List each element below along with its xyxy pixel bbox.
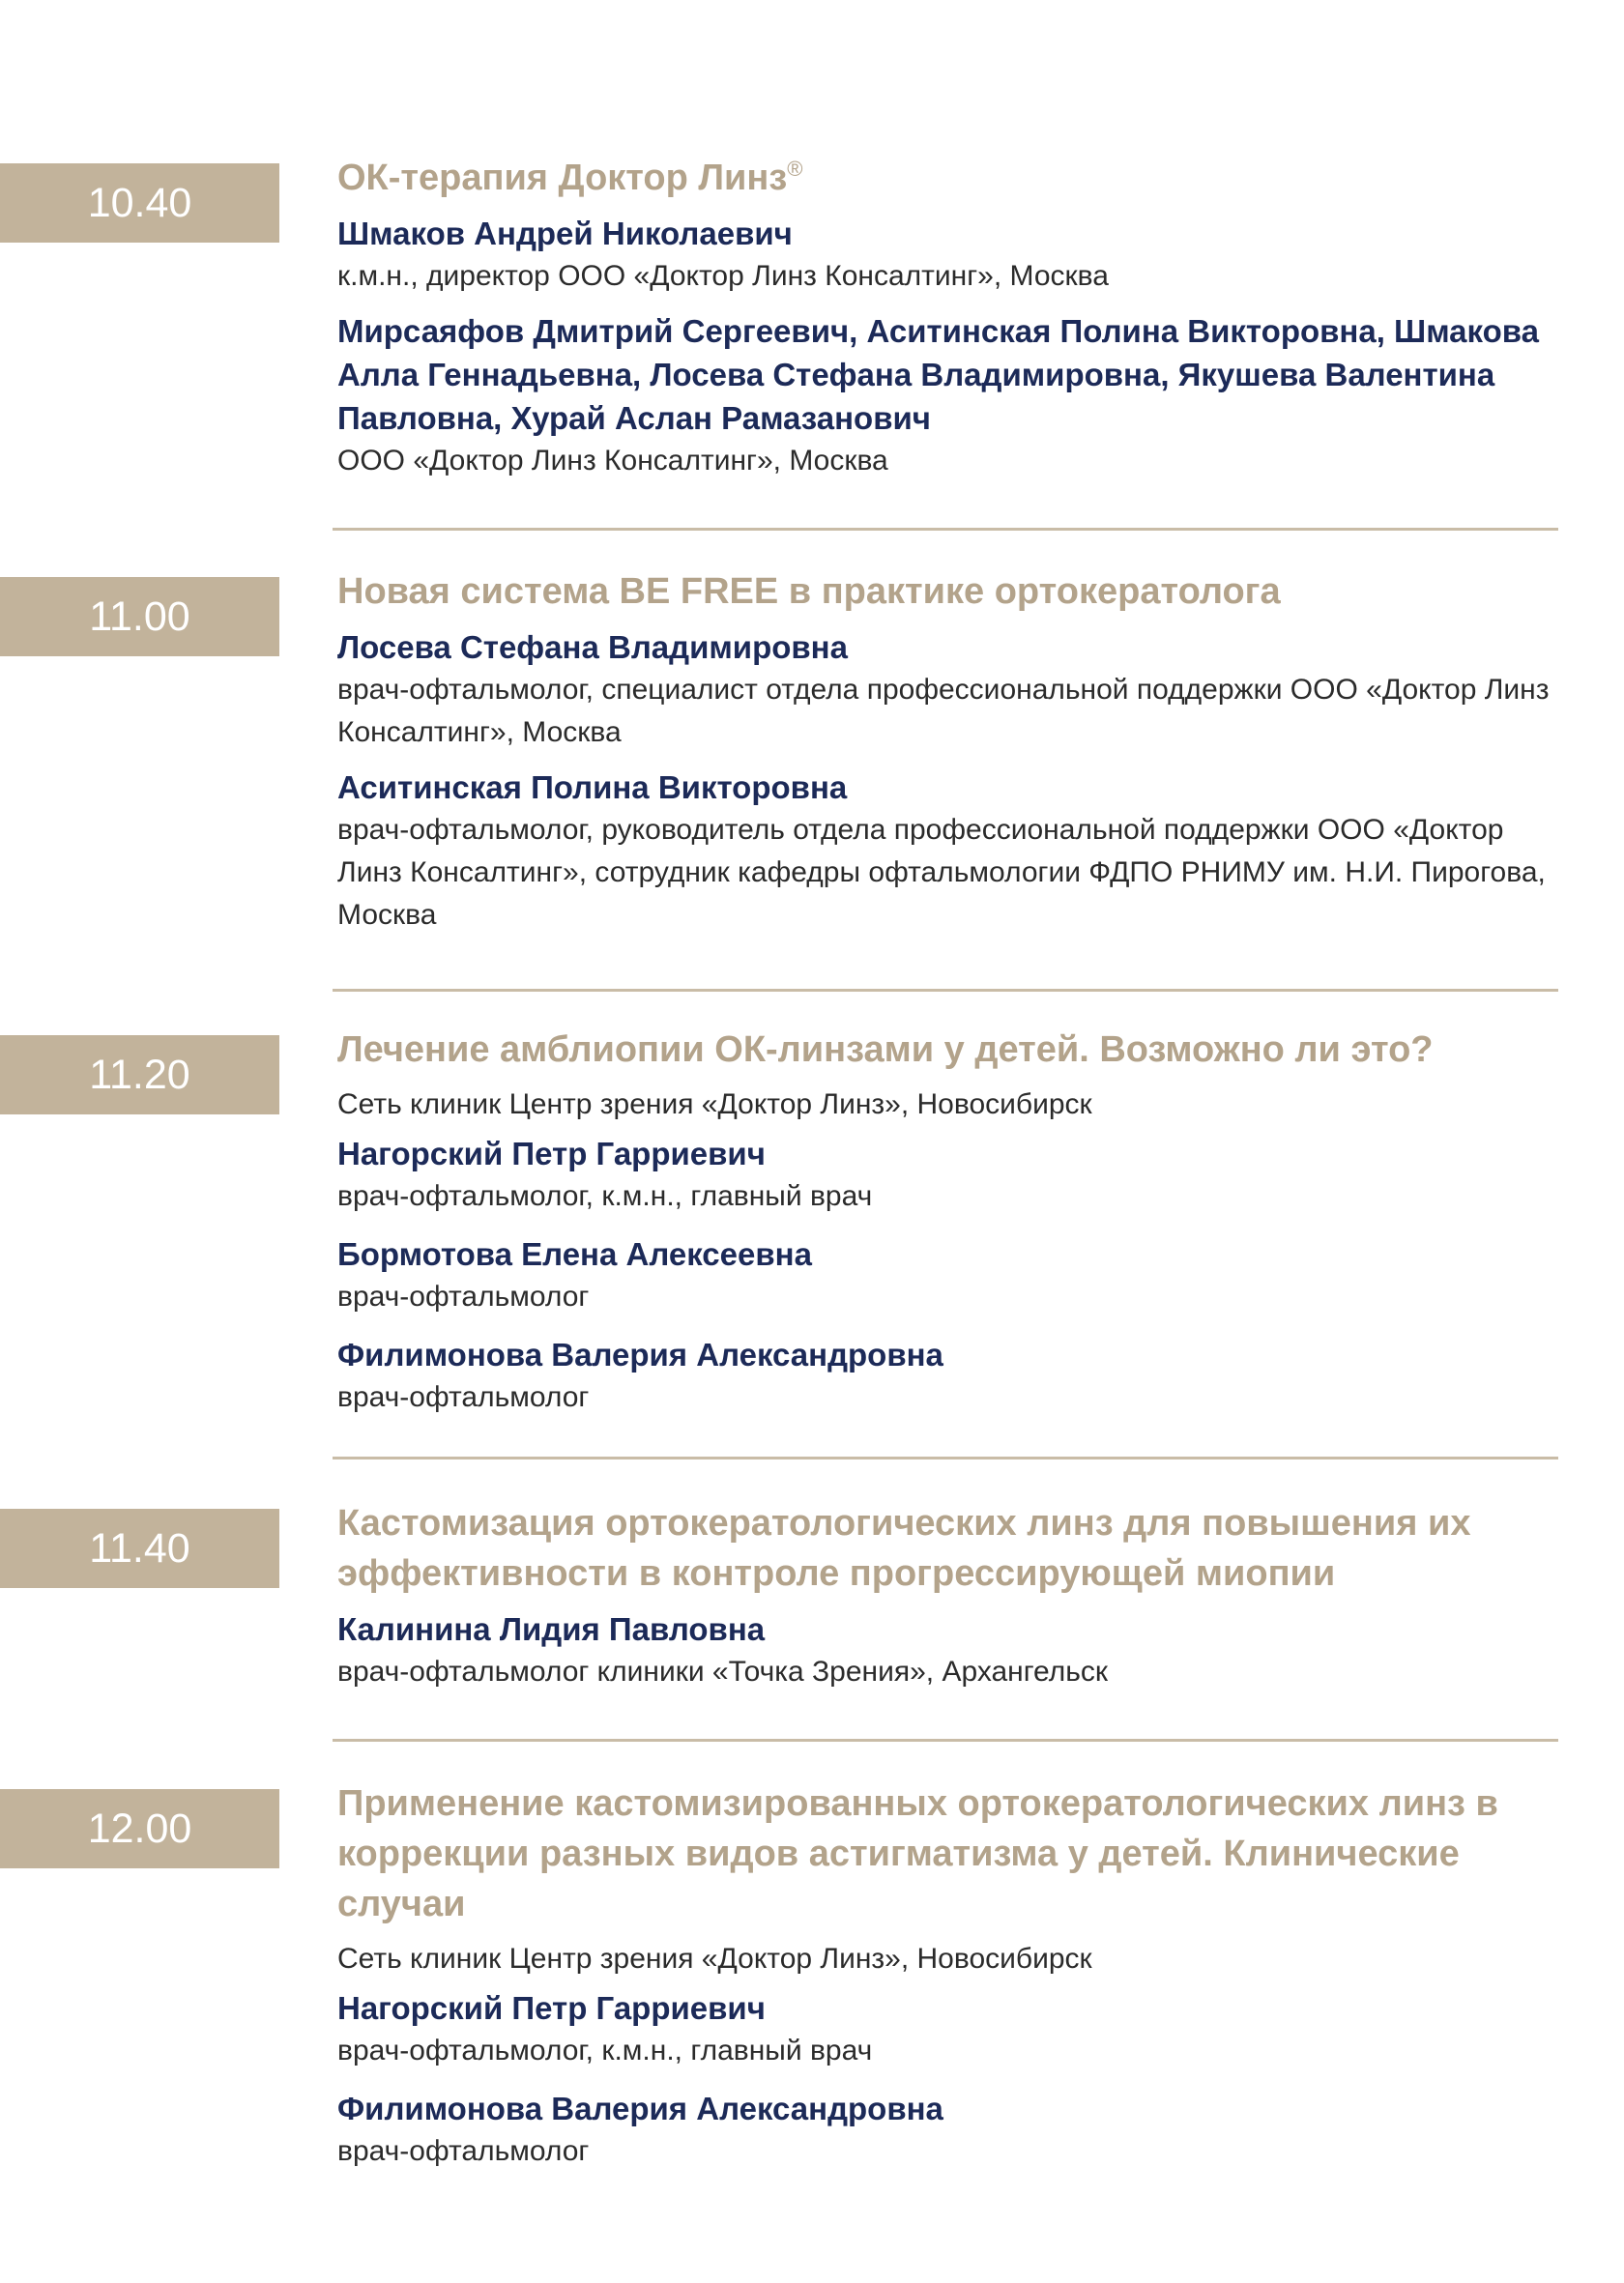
speaker-name: Лосева Стефана Владимировна <box>337 629 848 665</box>
time-badge: 10.40 <box>0 163 279 243</box>
speaker-name: Филимонова Валерия Александровна <box>337 1337 943 1373</box>
speaker-affiliation: врач-офтальмолог, к.м.н., главный врач <box>337 2035 873 2066</box>
time-badge: 11.20 <box>0 1035 279 1114</box>
speaker-affiliation: врач-офтальмолог, специалист отдела профессиональной поддержки ООО «Доктор Линз Консалтинг», Москва <box>337 674 1550 748</box>
speaker-name: Нагорский Петр Гарриевич <box>337 1136 766 1171</box>
organization: Сеть клиник Центр зрения «Доктор Линз», Новосибирск <box>337 1088 1092 1120</box>
session-title <box>337 153 1565 203</box>
speaker-affiliation: врач-офтальмолог, к.м.н., главный врач <box>337 1180 873 1212</box>
speaker-affiliation: врач-офтальмолог <box>337 1381 590 1413</box>
session-title: Применение кастомизированных ортокератологических линз в коррекции разных видов астигматизма у детей. Клинические случаи <box>337 1783 1498 1924</box>
divider <box>333 1457 1558 1459</box>
time-badge: 11.00 <box>0 577 279 656</box>
speaker-affiliation: врач-офтальмолог <box>337 2135 590 2167</box>
speaker-name: Нагорский Петр Гарриевич <box>337 1990 766 2026</box>
time-badge: 11.40 <box>0 1509 279 1588</box>
divider <box>333 1739 1558 1742</box>
divider <box>333 528 1558 531</box>
time-badge: 12.00 <box>0 1789 279 1868</box>
speaker-affiliation: к.м.н., директор ООО «Доктор Линз Консалтинг», Москва <box>337 260 1109 292</box>
speaker-affiliation: ООО «Доктор Линз Консалтинг», Москва <box>337 445 888 477</box>
session-title: Лечение амблиопии ОК-линзами у детей. Возможно ли это? <box>337 1029 1434 1070</box>
divider <box>333 989 1558 992</box>
speaker-name: Мирсаяфов Дмитрий Сергеевич, Аситинская Полина Викторовна, Шмакова Алла Геннадьевна, Лосева Стефана Владимировна, Якушева Валентина Павловна, Хурай Аслан Рамазанович <box>337 313 1539 436</box>
speaker-name: Аситинская Полина Викторовна <box>337 769 848 805</box>
speaker-name: Бормотова Елена Алексеевна <box>337 1236 812 1272</box>
speaker-affiliation: врач-офтальмолог, руководитель отдела профессиональной поддержки ООО «Доктор Линз Консалтинг», сотрудник кафедры офтальмологии ФДПО РНИМУ им. Н.И. Пирогова, Москва <box>337 814 1546 931</box>
speaker-affiliation: врач-офтальмолог <box>337 1281 590 1313</box>
organization: Сеть клиник Центр зрения «Доктор Линз», Новосибирск <box>337 1943 1092 1975</box>
speaker-affiliation: врач-офтальмолог клиники «Точка Зрения», Архангельск <box>337 1656 1108 1688</box>
speaker-name: Калинина Лидия Павловна <box>337 1611 766 1647</box>
session-title: Новая система BE FREE в практике ортокератолога <box>337 571 1281 612</box>
speaker-name: Филимонова Валерия Александровна <box>337 2091 943 2126</box>
session-title-text: ОК-терапия Доктор Линз <box>337 158 788 198</box>
speaker-name: Шмаков Андрей Николаевич <box>337 216 793 251</box>
session-title: Кастомизация ортокератологических линз для повышения их эффективности в контроле прогрессирующей миопии <box>337 1503 1471 1594</box>
registered-mark: ® <box>787 157 803 181</box>
